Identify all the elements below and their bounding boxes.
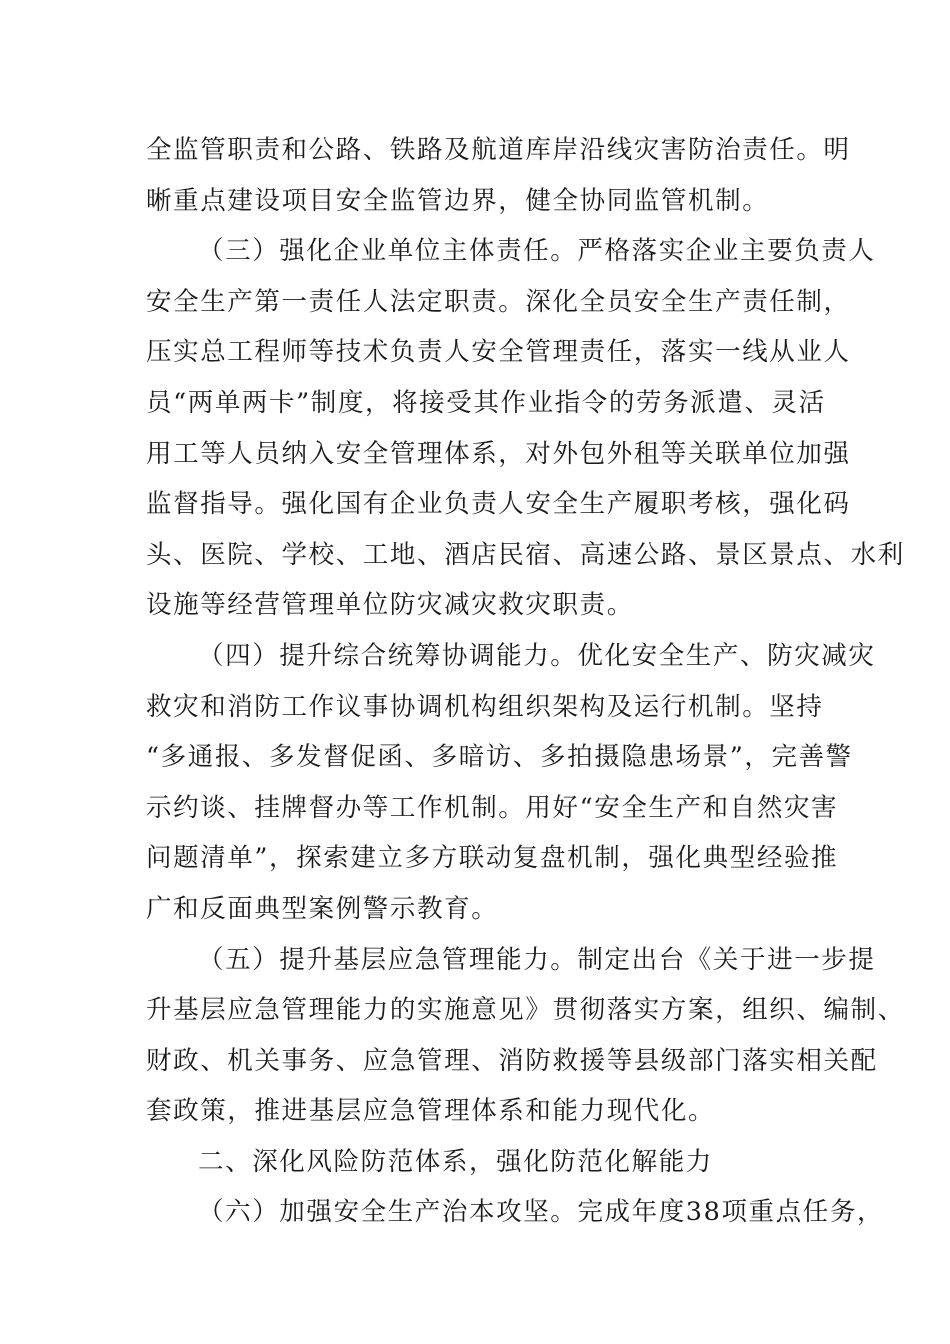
text-line: （三）强化企业单位主体责任。严格落实企业主要负责人 [198, 236, 876, 267]
text-line: 安全生产第一责任人法定职责。深化全员安全生产责任制， [146, 286, 851, 317]
text-line: “多通报、多发督促函、多暗访、多拍摄隐患场景”，完善警 [146, 742, 853, 773]
text-line: 救灾和消防工作议事协调机构组织架构及运行机制。坚持 [146, 691, 824, 722]
text-line: 头、医院、学校、工地、酒店民宿、高速公路、景区景点、水利 [146, 539, 905, 570]
text-line: 升基层应急管理能力的实施意见》贯彻落实方案，组织、编制、 [146, 995, 905, 1026]
text-line: （六）加强安全生产治本攻坚。完成年度38项重点任务， [198, 1197, 885, 1228]
text-line: 二、深化风险防范体系，强化防范化解能力 [198, 1146, 713, 1177]
text-line: 监督指导。强化国有企业负责人安全生产履职考核，强化码 [146, 489, 851, 520]
text-line: 示约谈、挂牌督办等工作机制。用好“安全生产和自然灾害 [146, 792, 839, 823]
text-line: 全监管职责和公路、铁路及航道库岸沿线灾害防治责任。明 [146, 135, 851, 165]
text-line: 设施等经营管理单位防灾减灾救灾职责。 [146, 590, 634, 621]
text-line: （四）提升综合统筹协调能力。优化安全生产、防灾减灾 [198, 640, 876, 671]
document-body [146, 125, 905, 1238]
text-line: 压实总工程师等技术负责人安全管理责任，落实一线从业人 [146, 337, 851, 368]
text-line: 问题清单”，探索建立多方联动复盘机制，强化典型经验推 [146, 843, 839, 874]
text-line: 用工等人员纳入安全管理体系，对外包外租等关联单位加强 [146, 438, 851, 469]
text-line: 广和反面典型案例警示教育。 [146, 893, 499, 924]
text-line: 财政、机关事务、应急管理、消防救援等县级部门落实相关配 [146, 1045, 878, 1076]
text-line: 套政策，推进基层应急管理体系和能力现代化。 [146, 1096, 716, 1127]
text-line: 员“两单两卡”制度，将接受其作业指令的劳务派遣、灵活 [146, 387, 826, 418]
text-line: 晰重点建设项目安全监管边界，健全协同监管机制。 [146, 185, 770, 216]
text-line: （五）提升基层应急管理能力。制定出台《关于进一步提 [198, 944, 876, 975]
